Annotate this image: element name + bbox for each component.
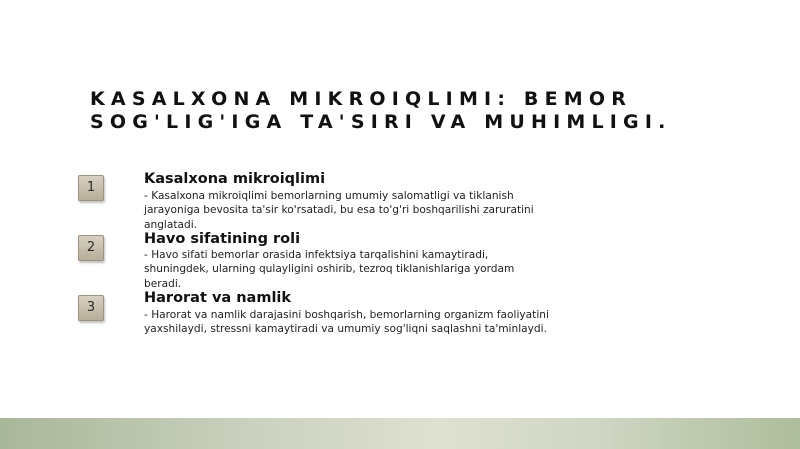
number-badge: 3: [78, 295, 104, 321]
number-badge: 2: [78, 235, 104, 261]
item-body: - Havo sifati bemorlar orasida infektsiya tarqalishini kamaytiradi, shuningdek, ularning qulayligini oshirib, tezroq tiklanishlariga yordam beradi.: [144, 249, 515, 290]
number-badge: 1: [78, 175, 104, 201]
item-title: Kasalxona mikroiqlimi: [144, 171, 326, 187]
slide-title: KASALXONA MIKROIQLIMI: BEMOR SOG'LIG'IGA TA'SIRI VA MUHIMLIGI.: [90, 88, 672, 133]
item-title: Harorat va namlik: [144, 290, 292, 306]
item-body: - Harorat va namlik darajasini boshqarish, bemorlarning organizm faoliyatini yaxshilaydi, stressni kamaytiradi va umumiy sog'liqni saqlashni ta'minlaydi.: [144, 309, 549, 336]
footer-decorative-band: [0, 418, 800, 449]
item-title: Havo sifatining roli: [144, 231, 301, 247]
item-body: - Kasalxona mikroiqlimi bemorlarning umumiy salomatligi va tiklanish jarayoniga bevosita ta'sir ko'rsatadi, bu esa to'g'ri boshqarilishi zaruratini anglatadi.: [144, 190, 534, 231]
